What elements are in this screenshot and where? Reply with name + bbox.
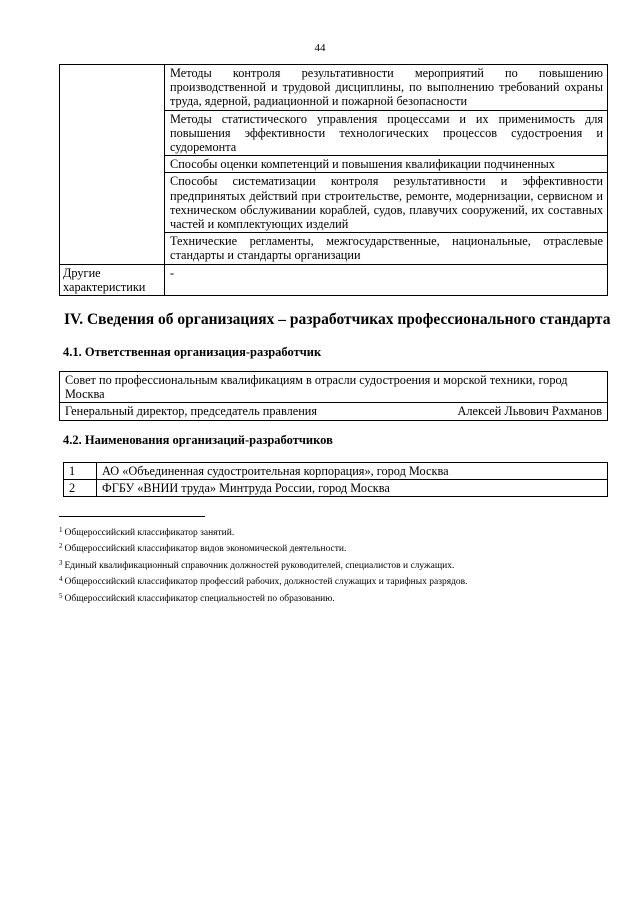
table-row <box>60 403 608 420</box>
director-position: Генеральный директор, председатель правления <box>65 404 318 419</box>
developer-name: АО «Объединенная судостроительная корпорация», город Москва <box>97 463 608 480</box>
requirement-cell: Способы систематизации контроля результативности и эффективности предпринятых действий при строительстве, ремонте, модернизации, сервисном и техническом обслуживании кораблей, судов, плавучих сооружений, их составных частей и комплектующих изделий <box>165 173 608 233</box>
footnote-text: Общероссийский классификатор занятий. <box>64 528 235 538</box>
footnote-mark: 2 <box>59 542 63 551</box>
page-number: 44 <box>314 42 326 54</box>
requirements-table <box>59 64 608 296</box>
footnote <box>59 557 619 573</box>
footnote <box>59 540 619 556</box>
table-row <box>64 480 608 497</box>
footnote-mark: 1 <box>59 526 63 534</box>
footnote-text: Общероссийский классификатор специальностей по образованию. <box>64 593 335 604</box>
empty-label-cell <box>60 65 165 265</box>
footnotes <box>59 524 619 606</box>
requirement-cell: Способы оценки компетенций и повышения квалификации подчиненных <box>165 156 608 173</box>
section-title: IV. Сведения об организациях – разработчиках профессионального стандарта <box>64 311 611 328</box>
footnote-text: Общероссийский классификатор видов экономической деятельности. <box>64 544 347 555</box>
footnote-mark: 4 <box>59 575 63 584</box>
footnote-mark: 3 <box>59 558 63 567</box>
table-row <box>64 463 608 480</box>
other-characteristics-label: Другие характеристики <box>60 264 165 295</box>
responsible-organization-table <box>59 371 608 421</box>
footnote-text: Единый квалификационный справочник должностей руководителей, специалистов и служащих. <box>64 560 455 571</box>
developer-name: ФГБУ «ВНИИ труда» Минтруда России, город Москва <box>97 480 608 497</box>
subsection-title-responsible: 4.1. Ответственная организация-разработчик <box>63 345 322 359</box>
developers-table <box>63 462 608 497</box>
developer-number: 1 <box>64 463 97 480</box>
footnote <box>59 573 619 589</box>
requirement-cell: Технические регламенты, межгосударственные, национальные, отраслевые стандарты и стандарты организации <box>165 233 608 264</box>
table-row <box>60 65 608 111</box>
footnote <box>59 590 619 606</box>
footnote-text: Общероссийский классификатор профессий рабочих, должностей служащих и тарифных разрядов. <box>64 577 468 588</box>
requirement-cell: Методы статистического управления процессами и их применимость для повышения эффективности технологических процессов судостроения и судоремонта <box>165 110 608 156</box>
developer-number: 2 <box>64 480 97 497</box>
requirement-cell: Методы контроля результативности мероприятий по повышению производственной и трудовой дисциплины, по выполнению требований охраны труда, ядерной, радиационной и пожарной безопасности <box>165 65 608 111</box>
footnote <box>59 524 619 540</box>
subsection-title-developers: 4.2. Наименования организаций-разработчиков <box>63 433 333 447</box>
footnote-divider <box>59 516 205 517</box>
director-name: Алексей Львович Рахманов <box>457 404 602 419</box>
signatory-cell <box>60 403 608 420</box>
other-characteristics-value: - <box>165 264 608 295</box>
organization-name: Совет по профессиональным квалификациям в отрасли судостроения и морской техники, город Москва <box>60 372 608 403</box>
table-row <box>60 264 608 295</box>
footnote-mark: 5 <box>59 591 63 600</box>
table-row <box>60 372 608 403</box>
